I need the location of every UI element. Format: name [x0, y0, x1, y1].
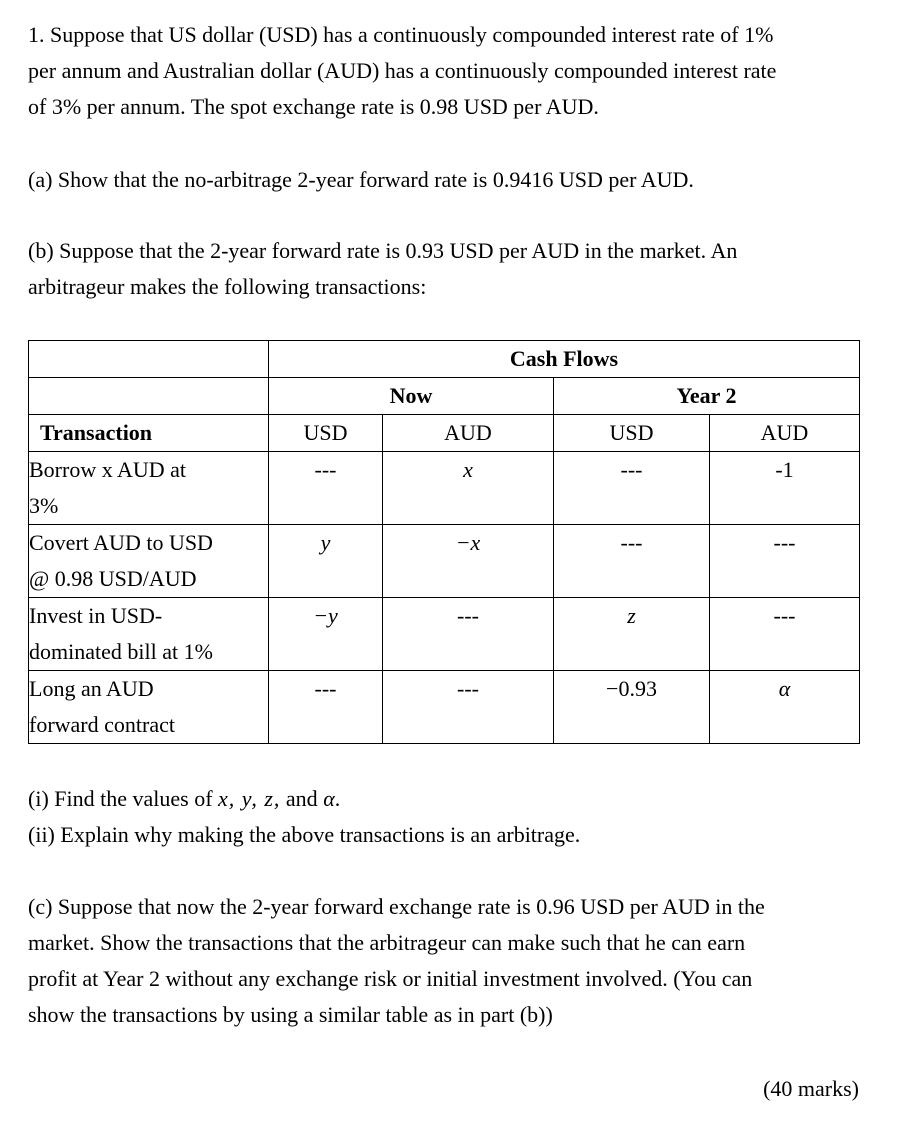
usd-year2-cell: --- — [554, 525, 710, 598]
part-a — [28, 162, 873, 198]
part-b-line: (b) Suppose that the 2-year forward rate is 0.93 USD per AUD in the market. An — [28, 238, 738, 263]
intro-line: per annum and Australian dollar (AUD) has a continuously compounded interest rate — [28, 58, 777, 83]
currency-header-aud-year2: AUD — [710, 415, 860, 452]
table-row — [29, 452, 860, 525]
empty-header-cell — [29, 341, 269, 378]
cash-flows-table — [28, 340, 860, 744]
table-row — [29, 525, 860, 598]
part-b — [28, 233, 873, 305]
table-row — [29, 598, 860, 671]
currency-header-usd-now: USD — [269, 415, 383, 452]
aud-now-cell: --- — [383, 671, 554, 744]
part-c — [28, 889, 873, 1033]
currency-header-aud-now: AUD — [383, 415, 554, 452]
marks-label: (40 marks) — [763, 1076, 859, 1101]
intro-line: 1. Suppose that US dollar (USD) has a continuously compounded interest rate of 1% — [28, 22, 774, 47]
aud-now-cell: −x — [383, 525, 554, 598]
part-c-line: market. Show the transactions that the arbitrageur can make such that he can earn — [28, 930, 746, 955]
usd-now-cell: y — [269, 525, 383, 598]
transaction-label: Borrow x AUD at 3% — [29, 452, 269, 525]
aud-year2-cell: --- — [710, 598, 860, 671]
cash-flows-header: Cash Flows — [269, 341, 860, 378]
now-header: Now — [269, 378, 554, 415]
aud-now-cell: --- — [383, 598, 554, 671]
aud-year2-cell: -1 — [710, 452, 860, 525]
intro-line: of 3% per annum. The spot exchange rate is 0.98 USD per AUD. — [28, 94, 599, 119]
cash-flows-header-row — [29, 341, 860, 378]
table-row — [29, 671, 860, 744]
transaction-label: Covert AUD to USD @ 0.98 USD/AUD — [29, 525, 269, 598]
usd-now-cell: --- — [269, 452, 383, 525]
part-b-i: (i) Find the values of x, y, z, and α. — [28, 786, 341, 811]
transaction-label: Long an AUD forward contract — [29, 671, 269, 744]
part-c-line: (c) Suppose that now the 2-year forward exchange rate is 0.96 USD per AUD in the — [28, 894, 765, 919]
usd-year2-cell: --- — [554, 452, 710, 525]
part-b-subquestions — [28, 781, 873, 853]
usd-now-cell: −y — [269, 598, 383, 671]
question-intro — [28, 17, 873, 125]
usd-year2-cell: −0.93 — [554, 671, 710, 744]
transaction-header: Transaction — [29, 415, 269, 452]
aud-now-cell: x — [383, 452, 554, 525]
part-b-ii: (ii) Explain why making the above transactions is an arbitrage. — [28, 822, 581, 847]
aud-year2-cell: α — [710, 671, 860, 744]
currency-header-row — [29, 415, 860, 452]
empty-header-cell — [29, 378, 269, 415]
part-a-text: (a) Show that the no-arbitrage 2-year forward rate is 0.9416 USD per AUD. — [28, 167, 694, 192]
alpha-symbol: α — [323, 786, 335, 811]
aud-year2-cell: --- — [710, 525, 860, 598]
usd-now-cell: --- — [269, 671, 383, 744]
currency-header-usd-year2: USD — [554, 415, 710, 452]
part-c-line: show the transactions by using a similar table as in part (b)) — [28, 1002, 553, 1027]
part-c-line: profit at Year 2 without any exchange risk or initial investment involved. (You can — [28, 966, 753, 991]
year2-header: Year 2 — [554, 378, 860, 415]
part-b-line: arbitrageur makes the following transactions: — [28, 274, 427, 299]
usd-year2-cell: z — [554, 598, 710, 671]
period-header-row — [29, 378, 860, 415]
variables-list: x, y, z, — [218, 786, 281, 811]
transaction-label: Invest in USD- dominated bill at 1% — [29, 598, 269, 671]
